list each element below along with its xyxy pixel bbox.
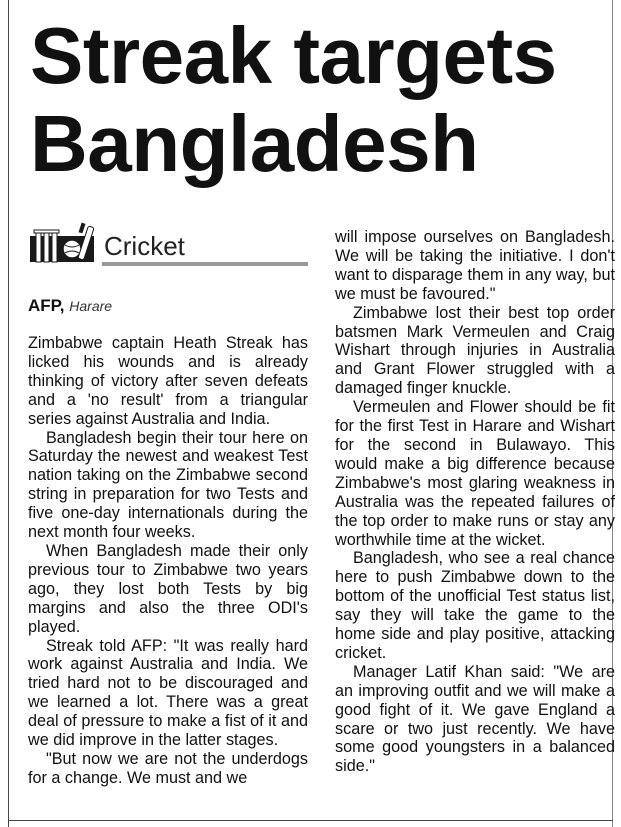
left-column-rule <box>8 0 9 827</box>
byline-agency: AFP, <box>28 296 65 315</box>
article-column-left <box>28 334 308 788</box>
section-header <box>28 222 308 270</box>
paragraph: Manager Latif Khan said: "We are an improving outfit and we will make a good fight of it. We gave England a scare or two just recently. We have some good youngsters in a balanced side." <box>335 662 615 776</box>
section-underline <box>102 262 308 266</box>
paragraph: When Bangladesh made their only previous tour to Zimbabwe two years ago, they lost both Tests by big margins and also the three ODI's played. <box>28 541 308 636</box>
headline-line-2: Bangladesh <box>30 99 479 188</box>
paragraph: Zimbabwe captain Heath Streak has licked his wounds and is already thinking of victory after seven defeats and a 'no result' from a triangular series against Australia and India. <box>28 334 308 428</box>
bottom-border-rule <box>8 820 613 821</box>
paragraph: Bangladesh begin their tour here on Saturday the newest and weakest Test nation taking on the Zimbabwe second string in preparation for two Tests and five one-day internationals during the next month four weeks. <box>28 428 308 542</box>
paragraph: Vermeulen and Flower should be fit for the first Test in Harare and Wishart for the second in Bulawayo. This would make a big difference because Zimbabwe's most glaring weakness in Australia was the repeated failures of the top order to make runs or stay any worthwhile time at the wicket. <box>335 398 615 549</box>
paragraph: Bangladesh, who see a real chance here to push Zimbabwe down to the bottom of the unofficial Test status list, say they will take the game to the home side and play positive, attacking cricket. <box>335 549 615 662</box>
byline <box>28 296 112 316</box>
headline-line-1: Streak targets <box>30 11 557 100</box>
paragraph: Zimbabwe lost their best top order batsmen Mark Vermeulen and Craig Wishart through injuries in Australia and Grant Flower struggled with a damaged finger knuckle. <box>335 303 615 398</box>
section-name: Cricket <box>104 231 185 261</box>
paragraph: Streak told AFP: "It was really hard work against Australia and India. We tried hard not to be discouraged and we learned a lot. There was a great deal of pressure to make a fist of it and we did improve in the latter stages. <box>28 636 308 750</box>
article-column-right <box>335 228 615 776</box>
paragraph: will impose ourselves on Bangladesh. We will be taking the initiative. I don't want to disparage them in any way, but we must be favoured." <box>335 228 615 303</box>
cricket-stumps-bat-ball-icon <box>28 222 98 264</box>
byline-place: Harare <box>69 298 113 314</box>
paragraph: "But now we are not the underdogs for a change. We must and we <box>28 749 308 787</box>
headline <box>30 12 615 188</box>
